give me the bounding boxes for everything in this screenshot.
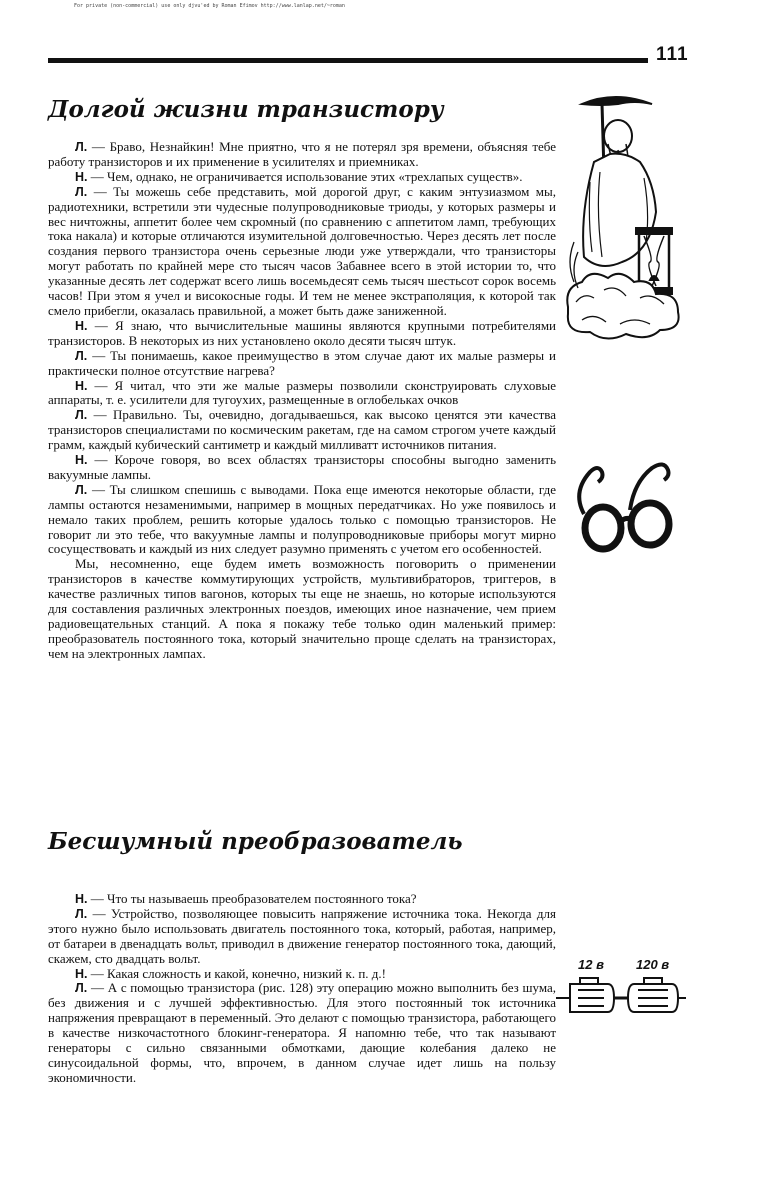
section-title: Бесшумный преобразователь <box>48 828 463 855</box>
section-body-silent-converter <box>48 892 556 1086</box>
speaker-label: Н. <box>75 378 88 393</box>
dialogue-paragraph: Н. — Что ты называешь преобразователем постоянного тока? <box>75 891 417 906</box>
paragraph-text: Чем, однако, не ограничивается использование этих «трехлапых существ». <box>107 168 523 184</box>
paragraph-text: Что ты называешь преобразователем постоянного тока? <box>107 891 417 906</box>
dialogue-paragraph: Н. — Какая сложность и какой, конечно, низкий к. п. д.! <box>75 965 386 981</box>
paragraph-text: Ты понимаешь, какое преимущество в этом случае дают их малые размеры и практически полное отсутствие нагрева? <box>48 347 556 378</box>
paragraph-text: Ты можешь себе представить, мой дорогой друг, с каким энтузиазмом мы, радиотехники, встретили эти чудесные полупроводниковые триоды, у которых размеры и вес ничтожны, аппетит более чем скромный (по сравнению с аппетитом ламп, требующих тока накала) и которые отличаются изумительной долговечностью. Через десять лет после создания первого транзистора очень серьезные люди уже утверждали, что транзисторы могут работать по крайней мере сто тысяч часов Забавнее всего в этой истории то, что указанные десять лет содержат всего лишь восемьдесят семь тысяч шестьсот сорок восемь часов! При этом я учел и високосные годы. И тем не менее экстраполяция, к которой так смело прибегли, оказалась правильной, а может быть даже заниженной. <box>48 183 556 318</box>
speaker-label: Л. <box>75 140 88 154</box>
speaker-label: Л. <box>75 348 88 363</box>
paragraph-text: Какая сложность и какой, конечно, низкий к. п. д.! <box>107 965 386 981</box>
speaker-label: Л. <box>75 981 88 996</box>
eyeglasses-icon <box>574 462 684 554</box>
father-time-icon <box>560 92 685 342</box>
dialogue-paragraph: Л. — Ты понимаешь, какое преимущество в этом случае дают их малые размеры и практически полное отсутствие нагрева? <box>48 347 556 378</box>
dialogue-paragraph: Н. — Чем, однако, не ограничивается использование этих «трехлапых существ». <box>75 168 523 184</box>
output-voltage-label: 120 в <box>636 957 670 972</box>
dialogue-paragraph: Л. — Ты можешь себе представить, мой дорогой друг, с каким энтузиазмом мы, радиотехники, встретили эти чудесные полупроводниковые триоды, у которых размеры и вес ничтожны, аппетит более чем скромный (по сравнению с аппетитом ламп, требующих тока накала) и которые отличаются изумительной долговечностью. Через десять лет после создания первого транзистора очень серьезные люди уже утверждали, что транзисторы могут работать по крайней мере сто тысяч часов Забавнее всего в этой истории то, что указанные десять лет содержат всего лишь восемьдесят семь тысяч шестьсот сорок восемь часов! При этом я учел и високосные годы. И тем не менее экстраполяция, к которой так смело прибегли, оказалась правильной, а может быть даже заниженной. <box>48 183 556 318</box>
paragraph-text: Я читал, что эти же малые размеры позволили сконструировать слуховые аппараты, т. е. усилители для тугоухих, размещенные в оглобельках очков <box>48 377 556 408</box>
paragraph-text: Я знаю, что вычислительные машины являются крупными потребителями транзисторов. В некоторых из них установлено около десяти тысяч штук. <box>48 317 556 348</box>
speaker-label: Л. <box>75 482 88 497</box>
paragraph-text: Браво, Незнайкин! Мне приятно, что я не потерял зря времени, объясняя тебе работу транзисторов и их применение в усилителях и приемниках. <box>48 139 557 169</box>
dialogue-paragraph: Л. — Ты слишком спешишь с выводами. Пока еще имеются некоторые области, где лампы остаются незаменимыми, например в мощных передатчиках. Но уже появилось и немало таких проблем, решить которые удалось только с помощью транзисторов. Не говорит ли это тебе, что вакуумные лампы и полупроводниковые приборы могут мирно сосуществовать и каждый из них следует разумно применять с учетом его особенностей. <box>48 481 556 557</box>
dialogue-paragraph: Л. — А с помощью транзистора (рис. 128) эту операцию можно выполнить без шума, без движения и с лучшей эффективностью. Для этого постоянный ток источника напряжения превращают в переменный. Это делают с помощью транзистора, работающего в качестве низкочастотного блокинг-генератора. Я напомню тебе, что так называют генераторы с сильно связанными обмотками, дающие колебания далеко не синусоидальной формы, что, впрочем, в данном случае идет лишь на пользу экономичности. <box>48 980 556 1085</box>
dialogue-paragraph: Н. — Короче говоря, во всех областях транзисторы способны выгодно заменить вакуумные лампы. <box>48 452 557 482</box>
narrative-paragraph <box>48 557 556 661</box>
section-title: Долгой жизни транзистору <box>48 96 444 123</box>
dialogue-paragraph: Н. — Я знаю, что вычислительные машины являются крупными потребителями транзисторов. В некоторых из них установлено около десяти тысяч штук. <box>48 317 556 348</box>
speaker-label: Л. <box>75 408 88 423</box>
header-rule <box>48 58 648 63</box>
dialogue-paragraph: Л. — Браво, Незнайкин! Мне приятно, что я не потерял зря времени, объясняя тебе работу транзисторов и их применение в усилителях и приемниках. <box>48 139 557 169</box>
paragraph-text: Ты слишком спешишь с выводами. Пока еще имеются некоторые области, где лампы остаются незаменимыми, например в мощных передатчиках. Но уже появилось и немало таких проблем, решить которые удалось только с помощью транзисторов. Не говорит ли это тебе, что вакуумные лампы и полупроводниковые приборы могут мирно сосуществовать и каждый из них следует разумно применять с учетом его особенностей. <box>48 481 556 557</box>
dialogue-paragraph: Н. — Я читал, что эти же малые размеры позволили сконструировать слуховые аппараты, т. е. усилители для тугоухих, размещенные в оглобельках очков <box>48 377 556 408</box>
speaker-label: Н. <box>75 453 88 468</box>
paragraph-text: Устройство, позволяющее повысить напряжение источника тока. Некогда для этого нужно было использовать двигатель постоянного тока, который, работая, например, от батареи в двенадцать вольт, приводил в движение генератор постоянного тока, дающий, скажем, сто двадцать вольт. <box>48 905 557 966</box>
motor-generator-icon <box>556 974 686 1020</box>
speaker-label: Н. <box>75 892 88 906</box>
page-number: 111 <box>656 44 689 65</box>
dialogue-paragraph: Л. — Устройство, позволяющее повысить напряжение источника тока. Некогда для этого нужно было использовать двигатель постоянного тока, который, работая, например, от батареи в двенадцать вольт, приводил в движение генератор постоянного тока, дающий, скажем, сто двадцать вольт. <box>48 905 557 966</box>
section-body-transistor-life <box>48 140 556 662</box>
input-voltage-label: 12 в <box>578 957 604 972</box>
dialogue-paragraph: Л. — Правильно. Ты, очевидно, догадываешься, как высоко ценятся эти качества транзисторов специалистами по космическим ракетам, где на самом строгом учете каждый грамм, каждый кубический сантиметр и каждый милливатт источников питания. <box>48 407 557 453</box>
paragraph-text: Мы, несомненно, еще будем иметь возможность поговорить о применении транзисторов в качестве коммутирующих устройств, мультивибраторов, триггеров, в качестве различных типов вагонов, которых ты еще не знаешь, но которые используются для составления различных электронных поездов, имеющих иное назначение, чем прием радиовещательных станций. А пока я покажу тебе только один маленький пример: преобразователь постоянного тока, который значительно проще сделать на транзисторах, чем на электронных лампах. <box>48 556 556 661</box>
speaker-label: Л. <box>75 906 88 921</box>
paragraph-text: Короче говоря, во всех областях транзисторы способны выгодно заменить вакуумные лампы. <box>48 452 557 482</box>
speaker-label: Н. <box>75 966 88 981</box>
speaker-label: Н. <box>75 169 88 184</box>
paragraph-text: Правильно. Ты, очевидно, догадываешься, как высоко ценятся эти качества транзисторов специалистами по космическим ракетам, где на самом строгом учете каждый грамм, каждый кубический сантиметр и каждый милливатт источников питания. <box>48 407 557 453</box>
speaker-label: Л. <box>75 184 88 199</box>
speaker-label: Н. <box>75 318 88 333</box>
watermark: For private (non-commercial) use only djvu'ed by Roman Efimov http://www.lanlap.net/~roman <box>74 3 345 9</box>
paragraph-text: А с помощью транзистора (рис. 128) эту операцию можно выполнить без шума, без движения и с лучшей эффективностью. Для этого постоянный ток источника напряжения превращают в переменный. Это делают с помощью транзистора, работающего в качестве низкочастотного блокинг-генератора. Я напомню тебе, что так называют генераторы с сильно связанными обмотками, дающие колебания далеко не синусоидальной формы, что, впрочем, в данном случае идет лишь на пользу экономичности. <box>48 980 556 1085</box>
